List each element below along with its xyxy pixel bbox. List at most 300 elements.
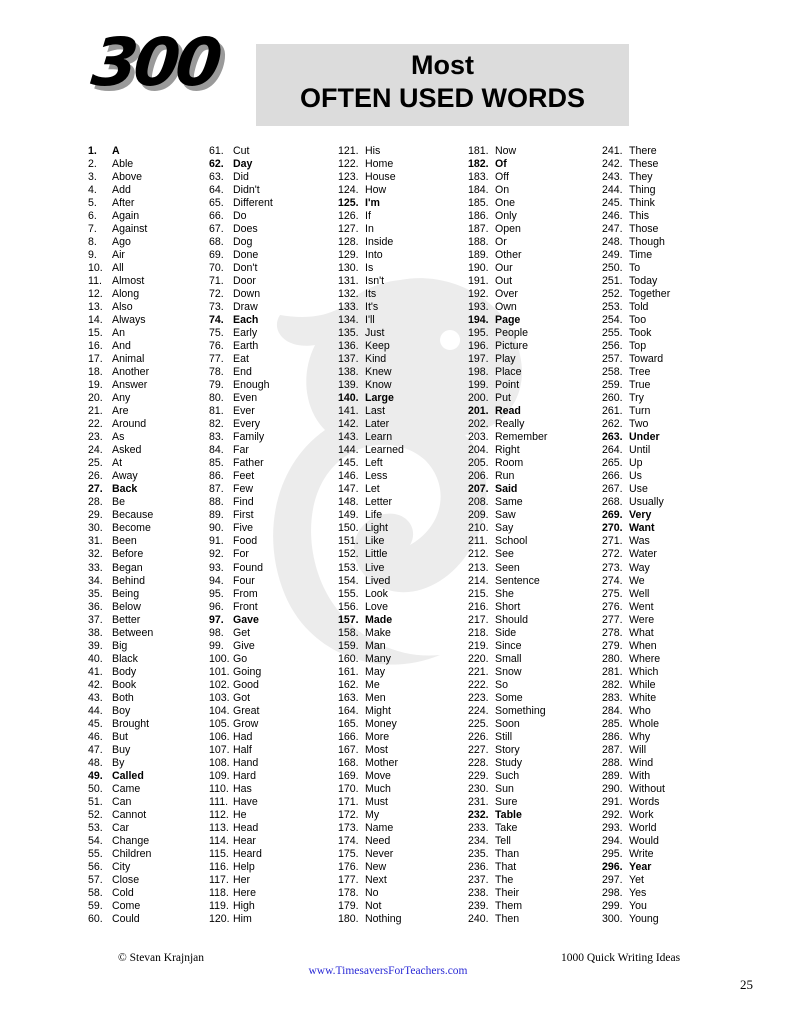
word-list-item (88, 405, 153, 418)
word-text: Asked (112, 444, 142, 457)
word-number: 16. (88, 340, 103, 353)
word-text: Open (495, 223, 521, 236)
word-number: 163. (338, 691, 359, 704)
word-list-item (468, 457, 547, 470)
word-number: 146. (338, 470, 359, 483)
word-number: 254. (602, 314, 623, 327)
word-list-item (468, 522, 547, 535)
word-number: 294. (602, 834, 623, 847)
word-number: 55. (88, 847, 103, 860)
word-list-item (338, 601, 404, 614)
word-text: They (629, 171, 653, 184)
word-text: Use (629, 483, 648, 496)
word-text: Really (495, 418, 525, 431)
word-number: 105. (209, 717, 230, 730)
word-list-item (209, 874, 273, 887)
word-list-item (338, 575, 404, 588)
word-list-item (468, 913, 547, 926)
word-number: 73. (209, 301, 224, 314)
word-list-item (88, 705, 153, 718)
word-text: For (233, 548, 249, 561)
word-list-item (602, 223, 670, 236)
word-text: On (495, 184, 510, 197)
word-number: 280. (602, 652, 623, 665)
word-text: Almost (112, 275, 145, 288)
word-list-item (338, 614, 404, 627)
word-text: Never (365, 847, 394, 860)
word-number: 103. (209, 691, 230, 704)
word-number: 188. (468, 236, 489, 249)
word-list-item (602, 588, 670, 601)
word-number: 45. (88, 717, 103, 730)
word-list-item (602, 379, 670, 392)
word-text: Big (112, 639, 128, 652)
word-text: Can (112, 795, 132, 808)
word-text: Top (629, 340, 647, 353)
word-list-item (209, 679, 273, 692)
word-text: Year (629, 860, 652, 873)
word-number: 229. (468, 769, 489, 782)
word-number: 253. (602, 301, 623, 314)
word-text: Will (629, 743, 647, 756)
word-number: 209. (468, 509, 489, 522)
word-text: Told (629, 301, 649, 314)
word-list-item (468, 223, 547, 236)
word-text: Is (365, 262, 374, 275)
word-text: Knew (365, 366, 392, 379)
word-number: 275. (602, 587, 623, 600)
word-number: 180. (338, 912, 359, 925)
word-list-item (209, 692, 273, 705)
word-list-item (602, 301, 670, 314)
word-list-item (602, 288, 670, 301)
word-text: Soon (495, 717, 520, 730)
word-number: 119. (209, 899, 229, 912)
word-number: 60. (88, 912, 103, 925)
word-list-item (338, 327, 404, 340)
footer-url-link[interactable]: www.TimesaversForTeachers.com (308, 965, 468, 977)
word-number: 124. (338, 184, 359, 197)
word-number: 151. (338, 535, 359, 548)
word-number: 40. (88, 652, 103, 665)
word-number: 225. (468, 717, 489, 730)
word-text: Or (495, 236, 507, 249)
word-list-item (468, 236, 547, 249)
word-list-item (209, 588, 273, 601)
word-number: 219. (468, 639, 489, 652)
word-list-item (468, 249, 547, 262)
word-text: Whole (629, 717, 660, 730)
word-text: Sun (495, 782, 514, 795)
word-list-item (88, 535, 153, 548)
word-number: 176. (338, 860, 359, 873)
word-number: 172. (338, 808, 359, 821)
word-text: Hear (233, 834, 256, 847)
word-list-item (468, 301, 547, 314)
word-number: 255. (602, 327, 623, 340)
word-number: 157. (338, 613, 359, 626)
word-text: Wind (629, 756, 654, 769)
word-text: Made (365, 613, 393, 626)
word-text: In (365, 223, 374, 236)
word-list-item (209, 548, 273, 561)
word-list-item (602, 796, 670, 809)
word-text: Thing (629, 184, 656, 197)
word-text: While (629, 678, 656, 691)
word-text: How (365, 184, 387, 197)
word-list-item (468, 653, 547, 666)
word-number: 29. (88, 509, 103, 522)
word-number: 270. (602, 522, 623, 535)
word-number: 19. (88, 379, 103, 392)
word-text: Become (112, 522, 151, 535)
word-text: Few (233, 483, 254, 496)
word-text: Learn (365, 431, 393, 444)
word-number: 273. (602, 561, 623, 574)
word-list-item (88, 483, 153, 496)
word-text: Seen (495, 561, 520, 574)
word-text: Them (495, 899, 523, 912)
word-number: 252. (602, 288, 623, 301)
word-list-item (602, 509, 670, 522)
word-text: So (495, 678, 508, 691)
word-text: Eat (233, 353, 249, 366)
word-list-item (468, 874, 547, 887)
word-list-item (602, 900, 670, 913)
word-list-item (88, 548, 153, 561)
word-list-item (88, 353, 153, 366)
word-number: 288. (602, 756, 623, 769)
word-text: Down (233, 288, 261, 301)
word-number: 135. (338, 327, 359, 340)
word-number: 260. (602, 392, 623, 405)
word-number: 262. (602, 418, 623, 431)
word-list-item (209, 509, 273, 522)
word-number: 48. (88, 756, 103, 769)
word-number: 115. (209, 847, 229, 860)
word-list-item (88, 822, 153, 835)
word-list-item (88, 900, 153, 913)
word-number: 44. (88, 704, 103, 717)
word-number: 2. (88, 158, 97, 171)
word-list-item (209, 731, 273, 744)
word-list-item (338, 236, 404, 249)
word-text: Brought (112, 717, 150, 730)
word-text: Had (233, 730, 253, 743)
word-number: 240. (468, 912, 489, 925)
word-list-item (88, 679, 153, 692)
word-list-item (602, 770, 670, 783)
word-list-item (468, 861, 547, 874)
word-list-item (468, 822, 547, 835)
word-number: 30. (88, 522, 103, 535)
word-number: 251. (602, 275, 623, 288)
word-list-item (338, 718, 404, 731)
word-text: Behind (112, 574, 145, 587)
word-number: 278. (602, 626, 623, 639)
word-text: Children (112, 847, 152, 860)
word-number: 234. (468, 834, 489, 847)
word-text: Know (365, 379, 392, 392)
word-number: 69. (209, 249, 224, 262)
word-list-item (338, 770, 404, 783)
word-text: Very (629, 509, 652, 522)
word-number: 83. (209, 431, 224, 444)
word-number: 77. (209, 353, 224, 366)
word-list-item (602, 535, 670, 548)
word-text: Got (233, 691, 251, 704)
word-number: 3. (88, 171, 97, 184)
word-number: 230. (468, 782, 489, 795)
word-text: Animal (112, 353, 145, 366)
word-list-item (338, 496, 404, 509)
word-list-item (88, 366, 153, 379)
word-list-item (88, 418, 153, 431)
word-number: 164. (338, 704, 359, 717)
word-text: Another (112, 366, 150, 379)
word-number: 199. (468, 379, 489, 392)
word-number: 179. (338, 899, 359, 912)
word-number: 4. (88, 184, 97, 197)
word-text: Car (112, 821, 130, 834)
word-text: Each (233, 314, 259, 327)
word-number: 217. (468, 613, 489, 626)
word-list-item (468, 562, 547, 575)
word-number: 191. (468, 275, 489, 288)
word-list-item (338, 405, 404, 418)
word-list-item (338, 509, 404, 522)
word-text: Place (495, 366, 522, 379)
word-number: 166. (338, 730, 359, 743)
word-list-item (468, 509, 547, 522)
word-list-item (338, 822, 404, 835)
word-list-item (468, 444, 547, 457)
word-list-item (88, 262, 153, 275)
word-text: Here (233, 886, 256, 899)
word-text: Air (112, 249, 125, 262)
word-number: 148. (338, 496, 359, 509)
word-number: 153. (338, 561, 359, 574)
word-text: Able (112, 158, 134, 171)
word-number: 162. (338, 678, 359, 691)
word-number: 242. (602, 158, 623, 171)
word-text: Words (629, 795, 660, 808)
word-list-item (338, 783, 404, 796)
word-list-item (338, 666, 404, 679)
word-text: Find (233, 496, 254, 509)
word-text: Called (112, 769, 144, 782)
word-list-item (209, 783, 273, 796)
word-number: 38. (88, 626, 103, 639)
word-number: 195. (468, 327, 489, 340)
word-text: Light (365, 522, 388, 535)
word-text: Door (233, 275, 256, 288)
word-text: Hand (233, 756, 259, 769)
word-text: Young (629, 912, 659, 925)
word-list-item (88, 640, 153, 653)
word-list-item (602, 822, 670, 835)
word-text: Father (233, 457, 264, 470)
word-text: Add (112, 184, 131, 197)
word-text: Went (629, 600, 654, 613)
word-number: 63. (209, 171, 224, 184)
word-text: Also (112, 301, 133, 314)
word-number: 136. (338, 340, 359, 353)
word-list-item (602, 548, 670, 561)
word-number: 227. (468, 743, 489, 756)
word-text: Table (495, 808, 522, 821)
word-text: Short (495, 600, 521, 613)
word-text: Go (233, 652, 248, 665)
word-number: 231. (468, 795, 489, 808)
word-number: 236. (468, 860, 489, 873)
word-list-item (602, 744, 670, 757)
word-text: Since (495, 639, 522, 652)
word-list-item (88, 692, 153, 705)
word-text: Does (233, 223, 258, 236)
word-text: Book (112, 678, 137, 691)
word-text: Other (495, 249, 522, 262)
word-list-item (88, 457, 153, 470)
word-number: 194. (468, 314, 489, 327)
word-text: Because (112, 509, 154, 522)
word-list-item (88, 145, 153, 158)
word-list-item (468, 705, 547, 718)
word-number: 208. (468, 496, 489, 509)
word-list-item (88, 575, 153, 588)
word-text: Of (495, 158, 507, 171)
word-list-item (209, 431, 273, 444)
word-text: Would (629, 834, 659, 847)
word-text: Later (365, 418, 390, 431)
word-text: Well (629, 587, 650, 600)
word-number: 64. (209, 184, 224, 197)
word-text: Large (365, 392, 394, 405)
word-text: Not (365, 899, 382, 912)
word-number: 150. (338, 522, 359, 535)
word-number: 117. (209, 873, 229, 886)
word-number: 167. (338, 743, 359, 756)
word-text: Ago (112, 236, 131, 249)
word-list-item (602, 184, 670, 197)
word-number: 202. (468, 418, 489, 431)
word-number: 90. (209, 522, 224, 535)
word-list-item (88, 835, 153, 848)
word-number: 239. (468, 899, 489, 912)
word-text: Below (112, 600, 141, 613)
word-number: 175. (338, 847, 359, 860)
word-list-item (88, 184, 153, 197)
word-text: At (112, 457, 123, 470)
word-list-item (209, 236, 273, 249)
word-list-item (209, 757, 273, 770)
word-number: 259. (602, 379, 623, 392)
word-text: Mother (365, 756, 398, 769)
word-number: 258. (602, 366, 623, 379)
word-number: 88. (209, 496, 224, 509)
word-text: Between (112, 626, 154, 639)
word-number: 177. (338, 873, 359, 886)
word-number: 72. (209, 288, 224, 301)
word-text: Boy (112, 704, 131, 717)
word-list-item (602, 353, 670, 366)
word-text: Different (233, 197, 273, 210)
word-number: 178. (338, 886, 359, 899)
word-text: City (112, 860, 131, 873)
word-number: 10. (88, 262, 103, 275)
word-text: Little (365, 548, 388, 561)
word-list-item (88, 431, 153, 444)
word-number: 53. (88, 821, 103, 834)
word-number: 265. (602, 457, 623, 470)
word-number: 84. (209, 444, 224, 457)
word-number: 68. (209, 236, 224, 249)
word-text: Me (365, 678, 380, 691)
word-list-item (209, 483, 273, 496)
word-text: Home (365, 158, 394, 171)
word-list-item (338, 900, 404, 913)
word-text: Try (629, 392, 644, 405)
page-number: 25 (740, 977, 753, 992)
word-number: 196. (468, 340, 489, 353)
word-list-item (338, 588, 404, 601)
word-text: Front (233, 600, 258, 613)
word-list-item (338, 301, 404, 314)
word-text: Us (629, 470, 642, 483)
word-list-item (468, 614, 547, 627)
word-number: 277. (602, 613, 623, 626)
word-list-item (88, 171, 153, 184)
word-number: 121. (338, 145, 359, 157)
word-list-item (209, 145, 273, 158)
word-number: 102. (209, 678, 230, 691)
title-line-often-used-words: OFTEN USED WORDS (299, 83, 585, 113)
word-list-item (602, 562, 670, 575)
word-list-item (88, 666, 153, 679)
word-text: Feet (233, 470, 255, 483)
word-text: Good (233, 678, 259, 691)
word-number: 129. (338, 249, 359, 262)
word-text: Keep (365, 340, 390, 353)
word-number: 228. (468, 756, 489, 769)
word-number: 95. (209, 587, 224, 600)
word-text: Has (233, 782, 252, 795)
word-list-item (338, 314, 404, 327)
word-text: Head (233, 821, 259, 834)
word-list-item (88, 757, 153, 770)
word-list-item (209, 197, 273, 210)
word-number: 61. (209, 145, 224, 157)
word-list-item (209, 353, 273, 366)
word-text: Want (629, 522, 655, 535)
word-list-item (88, 783, 153, 796)
word-list-item (338, 158, 404, 171)
word-number: 89. (209, 509, 224, 522)
word-number: 245. (602, 197, 623, 210)
word-list-item (209, 379, 273, 392)
word-text: Learned (365, 444, 404, 457)
word-text: Usually (629, 496, 664, 509)
word-text: Should (495, 613, 528, 626)
word-list-item (88, 770, 153, 783)
word-text: Were (629, 613, 655, 626)
word-text: Far (233, 444, 249, 457)
word-number: 140. (338, 392, 359, 405)
word-text: Two (629, 418, 649, 431)
word-list-item (468, 783, 547, 796)
word-text: Tree (629, 366, 651, 379)
word-number: 207. (468, 483, 489, 496)
